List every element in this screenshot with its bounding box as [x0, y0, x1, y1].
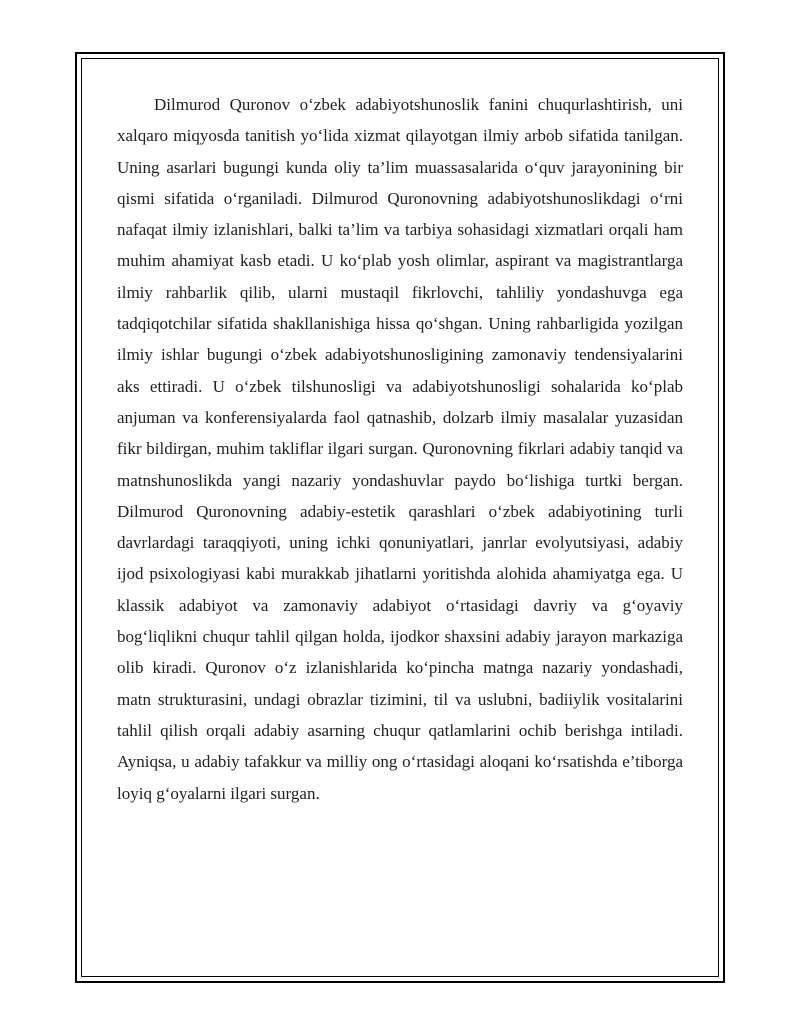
- body-paragraph: Dilmurod Quronov o‘zbek adabiyotshunoslik fanini chuqurlashtirish, uni xalqaro miqyosda tanitish yo‘lida xizmat qilayotgan ilmiy arbob sifatida tanilgan. Uning asarlari bugungi kunda oliy ta’lim muassasalarida o‘quv jarayonining bir qismi sifatida o‘rganiladi. Dilmurod Quronovning adabiyotshunoslikdagi o‘rni nafaqat ilmiy izlanishlari, balki ta’lim va tarbiya sohasidagi xizmatlari orqali ham muhim ahamiyat kasb etadi. U ko‘plab yosh olimlar, aspirant va magistrantlarga ilmiy rahbarlik qilib, ularni mustaqil fikrlovchi, tahliliy yondashuvga ega tadqiqotchilar sifatida shakllanishiga hissa qo‘shgan. Uning rahbarligida yozilgan ilmiy ishlar bugungi o‘zbek adabiyotshunosligining zamonaviy tendensiyalarini aks ettiradi. U o‘zbek tilshunosligi va adabiyotshunosligi sohalarida ko‘plab anjuman va konferensiyalarda faol qatnashib, dolzarb ilmiy masalalar yuzasidan fikr bildirgan, muhim takliflar ilgari surgan. Quronovning fikrlari adabiy tanqid va matnshunoslikda yangi nazariy yondashuvlar paydo bo‘lishiga turtki bergan. Dilmurod Quronovning adabiy-estetik qarashlari o‘zbek adabiyotining turli davrlardagi taraqqiyoti, uning ichki qonuniyatlari, janrlar evolyutsiyasi, adabiy ijod psixologiyasi kabi murakkab jihatlarni yoritishda alohida ahamiyatga ega. U klassik adabiyot va zamonaviy adabiyot o‘rtasidagi davriy va g‘oyaviy bog‘liqlikni chuqur tahlil qilgan holda, ijodkor shaxsini adabiy jarayon markaziga olib kiradi. Quronov o‘z izlanishlarida ko‘pincha matnga nazariy yondashadi, matn strukturasini, undagi obrazlar tizimini, til va uslubni, badiiylik vositalarini tahlil qilish orqali adabiy asarning chuqur qatlamlarini ochib berishga intiladi. Ayniqsa, u adabiy tafakkur va milliy ong o‘rtasidagi aloqani ko‘rsatishda e’tiborga loyiq g‘oyalarni ilgari surgan.: [117, 95, 683, 803]
